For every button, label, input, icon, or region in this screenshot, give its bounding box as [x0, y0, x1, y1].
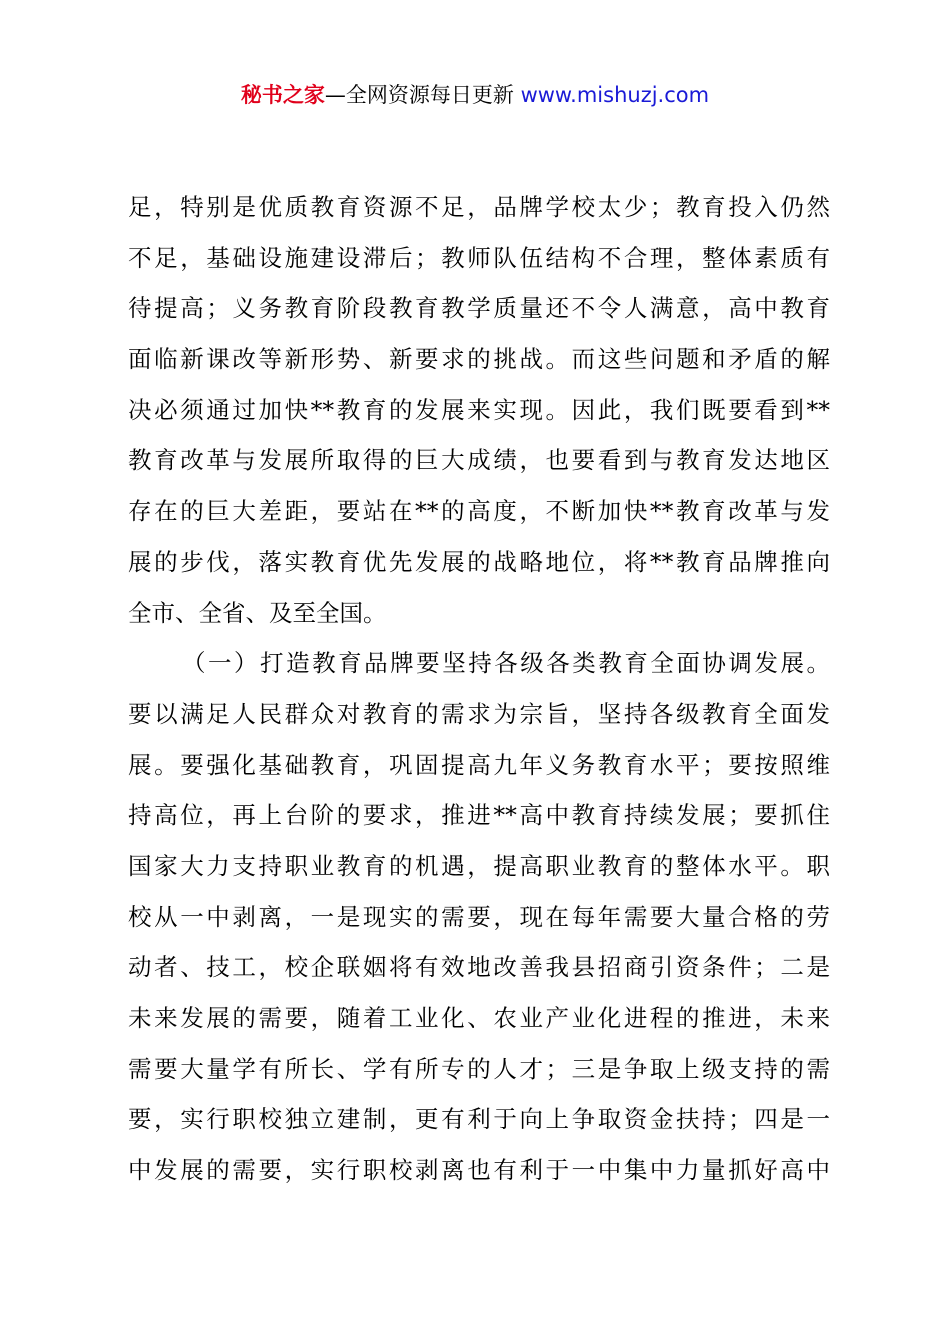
- text-line: 全市、全省、及至全国。: [128, 598, 387, 627]
- text-line: 需要大量学有所长、学有所专的人才；三是争取上级支持的需: [128, 1054, 830, 1083]
- text-line: 动者、技工，校企联姻将有效地改善我县招商引资条件；二是: [128, 953, 830, 982]
- text-line: 教育改革与发展所取得的巨大成绩，也要看到与教育发达地区: [128, 446, 830, 475]
- text-line: 待提高；义务教育阶段教育教学质量还不令人满意，高中教育: [128, 294, 830, 323]
- text-line: 决必须通过加快**教育的发展来实现。因此，我们既要看到**: [128, 395, 830, 424]
- site-url-link[interactable]: www.mishuzj.com: [520, 83, 710, 107]
- text-line: 展。要强化基础教育，巩固提高九年义务教育水平；要按照维: [128, 750, 830, 779]
- section-heading-line: （一）打造教育品牌要坚持各级各类教育全面协调发展。: [182, 649, 830, 678]
- site-tagline: —全网资源每日更新: [324, 83, 521, 107]
- text-line: 存在的巨大差距，要站在**的高度，不断加快**教育改革与发: [128, 497, 830, 526]
- site-brand: 秘书之家: [240, 83, 325, 107]
- site-header: [0, 80, 950, 110]
- text-line: 足，特别是优质教育资源不足，品牌学校太少；教育投入仍然: [128, 193, 830, 221]
- text-line: 要以满足人民群众对教育的需求为宗旨，坚持各级教育全面发: [128, 699, 830, 728]
- text-line: 持高位，再上台阶的要求，推进**高中教育持续发展；要抓住: [128, 801, 830, 830]
- text-line: 国家大力支持职业教育的机遇，提高职业教育的整体水平。职: [128, 851, 830, 880]
- text-line: 要，实行职校独立建制，更有利于向上争取资金扶持；四是一: [128, 1105, 830, 1134]
- text-line: 中发展的需要，实行职校剥离也有利于一中集中力量抓好高中: [128, 1156, 830, 1185]
- document-body: [128, 182, 830, 1196]
- text-line: 不足，基础设施建设滞后；教师队伍结构不合理，整体素质有: [128, 243, 830, 272]
- text-line: 校从一中剥离，一是现实的需要，现在每年需要大量合格的劳: [128, 902, 830, 931]
- text-line: 未来发展的需要，随着工业化、农业产业化进程的推进，未来: [128, 1004, 830, 1032]
- text-line: 面临新课改等新形势、新要求的挑战。而这些问题和矛盾的解: [128, 345, 830, 374]
- text-line: 展的步伐，落实教育优先发展的战略地位，将**教育品牌推向: [128, 547, 830, 576]
